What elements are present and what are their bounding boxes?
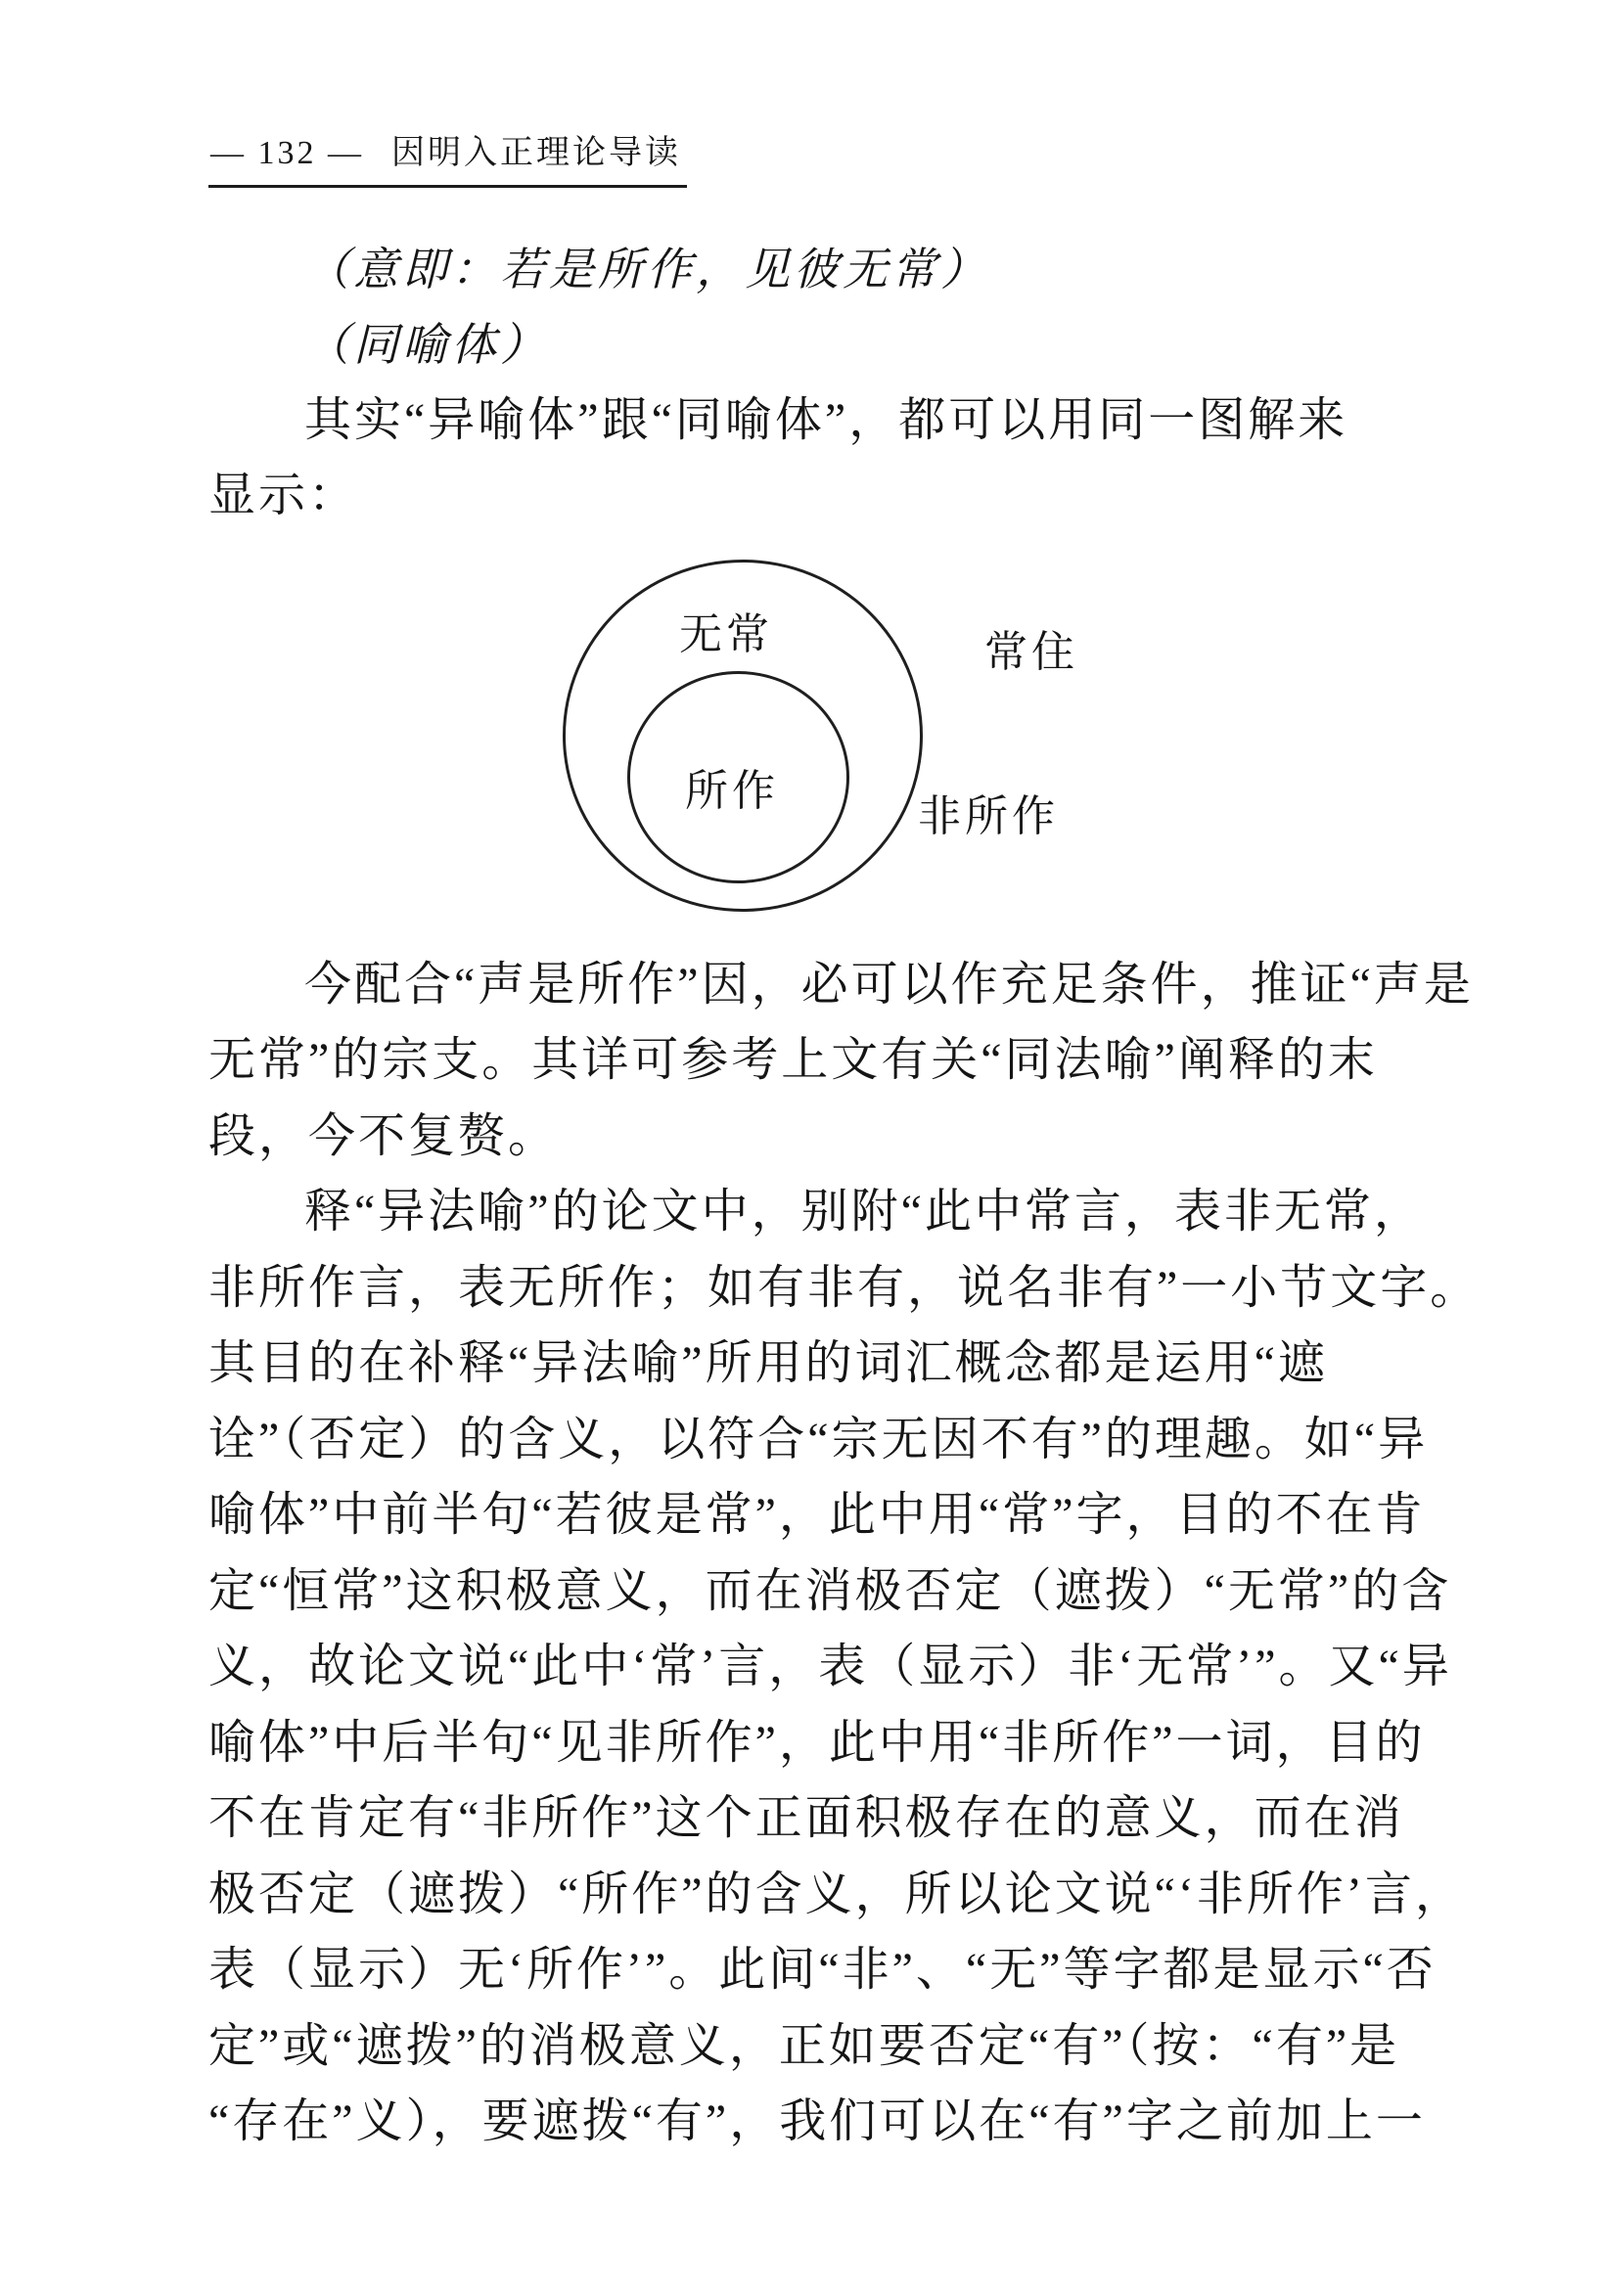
text-line: 义，故论文说“此中‘常’言，表（显示）非‘无常’”。又“异	[208, 1641, 1452, 1692]
diagram-label-impermanent: 无常	[679, 610, 773, 658]
text-line: 极否定（遮拨）“所作”的含义，所以论文说“‘非所作’言，	[208, 1868, 1465, 1920]
book-title: 因明入正理论导读	[391, 135, 681, 171]
running-head	[208, 125, 687, 188]
text-line: 释“异法喻”的论文中，别附“此中常言，表非无常，	[304, 1186, 1424, 1238]
text-line: “存在”义），要遮拨“有”，我们可以在“有”字之前加上一	[208, 2095, 1426, 2147]
text-line: 表（显示）无‘所作’”。此间“非”、“无”等字都是显示“否	[208, 1944, 1437, 1996]
text-line: 非所作言，表无所作；如有非有，说名非有”一小节文字。	[208, 1262, 1481, 1314]
page-number-folio: — 132 —	[210, 135, 364, 171]
diagram-label-permanent: 常住	[984, 628, 1078, 676]
text-line: 其目的在补释“异法喻”所用的词汇概念都是运用“遮	[208, 1337, 1328, 1389]
diagram-label-non-produced: 非所作	[918, 792, 1059, 840]
text-line: 定”或“遮拨”的消极意义，正如要否定“有”（按：“有”是	[208, 2020, 1400, 2072]
outer-ellipse	[563, 560, 923, 912]
text-line: 定“恒常”这积极意义，而在消极否定（遮拨）“无常”的含	[208, 1565, 1452, 1617]
text-line: 喻体”中后半句“见非所作”，此中用“非所作”一词，目的	[208, 1717, 1426, 1769]
diagram-label-produced: 所作	[685, 767, 779, 815]
text-line: 其实“异喻体”跟“同喻体”，都可以用同一图解来	[304, 394, 1348, 446]
text-line: 不在肯定有“非所作”这个正面积极存在的意义，而在消	[208, 1792, 1404, 1844]
text-line: 今配合“声是所作”因，必可以作充足条件，推证“声是	[304, 959, 1474, 1011]
text-line: 喻体”中前半句“若彼是常”，此中用“常”字，目的不在肯	[208, 1489, 1426, 1541]
text-line: 诠”（否定）的含义，以符合“宗无因不有”的理趣。如“异	[208, 1414, 1429, 1465]
text-line: 段，今不复赘。	[208, 1110, 559, 1162]
inner-ellipse	[627, 671, 849, 883]
text-line: （意即：若是所作，见彼无常）	[304, 245, 989, 294]
text-line: 显示：	[208, 470, 359, 521]
text-line: 无常”的宗支。其详可参考上文有关“同法喻”阐释的末	[208, 1034, 1378, 1086]
text-line: （同喻体）	[304, 320, 549, 370]
